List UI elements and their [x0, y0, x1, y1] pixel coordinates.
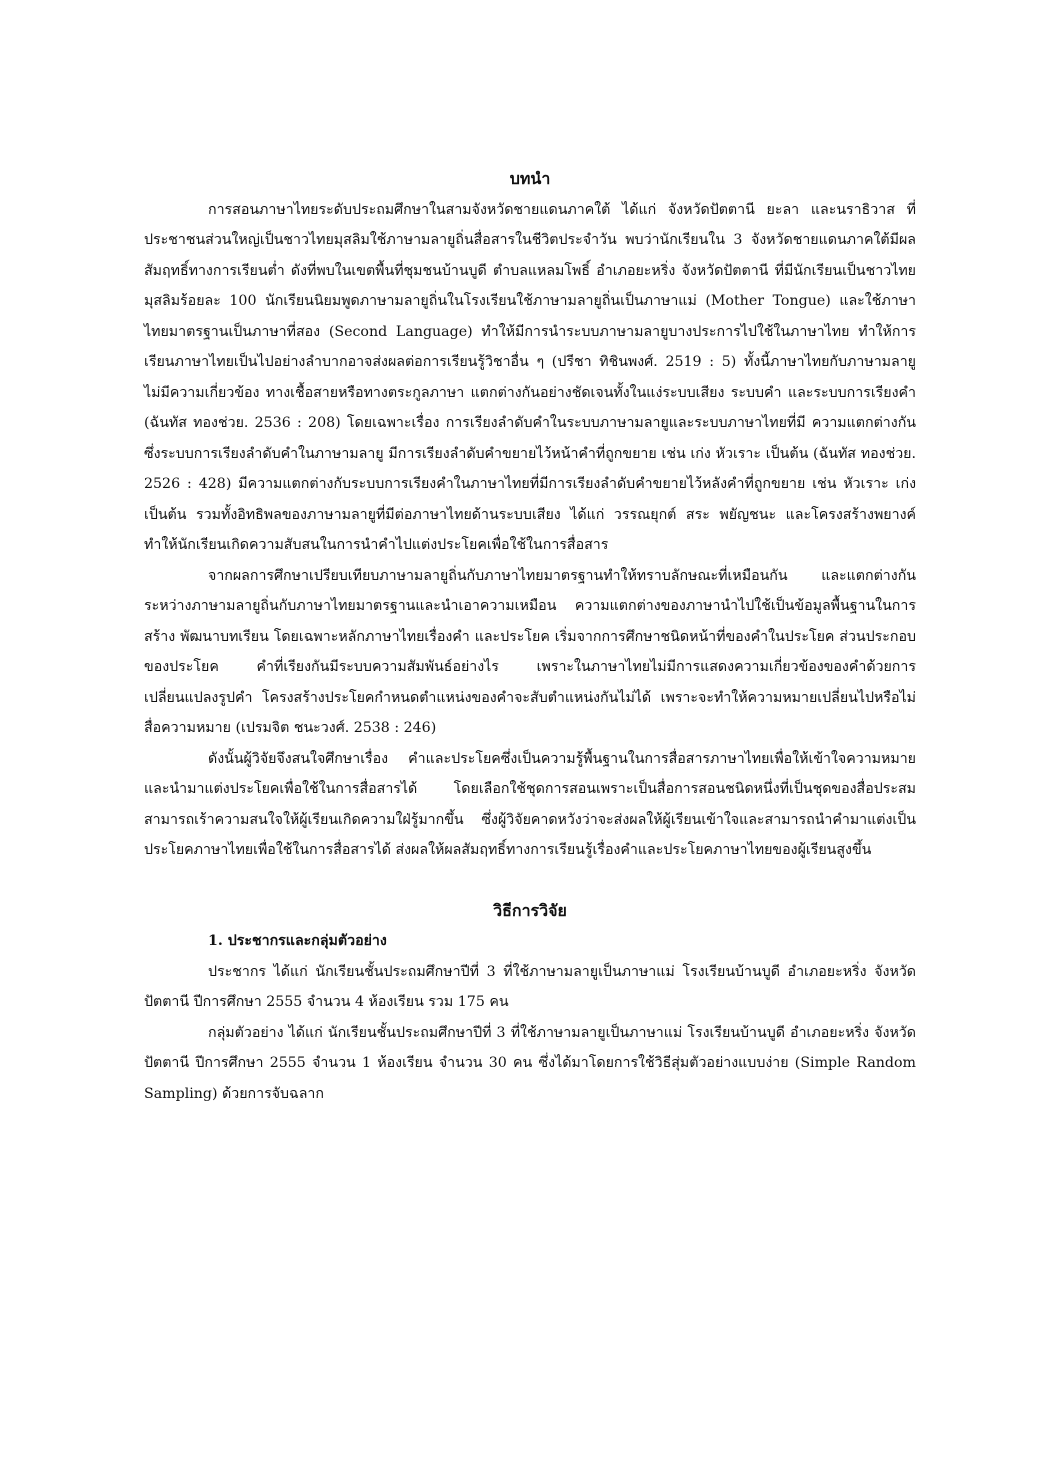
document-body	[144, 164, 916, 1109]
section-heading-methodology: วิธีการวิจัย	[493, 900, 567, 920]
introduction-paragraph-2: จากผลการศึกษาเปรียบเทียบภาษามลายูถิ่นกับภาษาไทยมาตรฐานทำให้ทราบลักษณะที่เหมือนกัน และแตกต่างกันระหว่างภาษามลายูถิ่นกับภาษาไทยมาตรฐานและนำเอาความเหมือน ความแตกต่างของภาษานำไปใช้เป็นข้อมูลพื้นฐานในการสร้าง พัฒนาบทเรียน โดยเฉพาะหลักภาษาไทยเรื่องคำ และประโยค เริ่มจากการศึกษาชนิดหน้าที่ของคำในประโยค ส่วนประกอบของประโยค คำที่เรียงกันมีระบบความสัมพันธ์อย่างไร เพราะในภาษาไทยไม่มีการแสดงความเกี่ยวข้องของคำด้วยการเปลี่ยนแปลงรูปคำ โครงสร้างประโยคกำหนดตำแหน่งของคำจะสับตำแหน่งกันไม่ได้ เพราะจะทำให้ความหมายเปลี่ยนไปหรือไม่สื่อความหมาย (เปรมจิต ชนะวงศ์. 2538 : 246)	[144, 567, 916, 736]
introduction-paragraph-3: ดังนั้นผู้วิจัยจึงสนใจศึกษาเรื่อง คำและประโยคซึ่งเป็นความรู้พื้นฐานในการสื่อสารภาษาไทยเพื่อให้เข้าใจความหมายและนำมาแต่งประโยคเพื่อใช้ในการสื่อสารได้ โดยเลือกใช้ชุดการสอนเพราะเป็นสื่อการสอนชนิดหนึ่งที่เป็นชุดของสื่อประสม สามารถเร้าความสนใจให้ผู้เรียนเกิดความใฝ่รู้มากขึ้น ซึ่งผู้วิจัยคาดหวังว่าจะส่งผลให้ผู้เรียนเข้าใจและสามารถนำคำมาแต่งเป็นประโยคภาษาไทยเพื่อใช้ในการสื่อสารได้ ส่งผลให้ผลสัมฤทธิ์ทางการเรียนรู้เรื่องคำและประโยคภาษาไทยของผู้เรียนสูงขึ้น	[144, 750, 916, 858]
section-heading-introduction: บทนำ	[509, 169, 551, 188]
methodology-paragraph-sample: กลุ่มตัวอย่าง ได้แก่ นักเรียนชั้นประถมศึกษาปีที่ 3 ที่ใช้ภาษามลายูเป็นภาษาแม่ โรงเรียนบ้านบูดี อำเภอยะหริ่ง จังหวัดปัตตานี ปีการศึกษา 2555 จำนวน 1 ห้องเรียน จำนวน 30 คน ซึ่งได้มาโดยการใช้วิธีสุ่มตัวอย่างแบบง่าย (Simple Random Sampling) ด้วยการจับฉลาก	[144, 1024, 916, 1102]
methodology-paragraph-population: ประชากร ได้แก่ นักเรียนชั้นประถมศึกษาปีที่ 3 ที่ใช้ภาษามลายูเป็นภาษาแม่ โรงเรียนบ้านบูดี อำเภอยะหริ่ง จังหวัดปัตตานี ปีการศึกษา 2555 จำนวน 4 ห้องเรียน รวม 175 คน	[144, 963, 916, 1010]
introduction-paragraph-1: การสอนภาษาไทยระดับประถมศึกษาในสามจังหวัดชายแดนภาคใต้ ได้แก่ จังหวัดปัตตานี ยะลา และนราธิวาส ที่ประชาชนส่วนใหญ่เป็นชาวไทยมุสลิมใช้ภาษามลายูถิ่นสื่อสารในชีวิตประจำวัน พบว่านักเรียนใน 3 จังหวัดชายแดนภาคใต้มีผลสัมฤทธิ์ทางการเรียนต่ำ ดังที่พบในเขตพื้นที่ชุมชนบ้านบูดี ตำบลแหลมโพธิ์ อำเภอยะหริ่ง จังหวัดปัตตานี ที่มีนักเรียนเป็นชาวไทยมุสลิมร้อยละ 100 นักเรียนนิยมพูดภาษามลายูถิ่นในโรงเรียนใช้ภาษามลายูถิ่นเป็นภาษาแม่ (Mother Tongue) และใช้ภาษาไทยมาตรฐานเป็นภาษาที่สอง (Second Language) ทำให้มีการนำระบบภาษามลายูบางประการไปใช้ในภาษาไทย ทำให้การเรียนภาษาไทยเป็นไปอย่างลำบากอาจส่งผลต่อการเรียนรู้วิชาอื่น ๆ (ปรีชา ทิชินพงศ์. 2519 : 5) ทั้งนี้ภาษาไทยกับภาษามลายูไม่มีความเกี่ยวข้อง ทางเชื้อสายหรือทางตระกูลภาษา แตกต่างกันอย่างชัดเจนทั้งในแง่ระบบเสียง ระบบคำ และระบบการเรียงคำ (ฉันทัส ทองช่วย. 2536 : 208) โดยเฉพาะเรื่อง การเรียงลำดับคำในระบบภาษามลายูและระบบภาษาไทยที่มี ความแตกต่างกัน ซึ่งระบบการเรียงลำดับคำในภาษามลายู มีการเรียงลำดับคำขยายไว้หน้าคำที่ถูกขยาย เช่น เก่ง หัวเราะ เป็นต้น (ฉันทัส ทองช่วย. 2526 : 428) มีความแตกต่างกับระบบการเรียงคำในภาษาไทยที่มีการเรียงลำดับคำขยายไว้หลังคำที่ถูกขยาย เช่น หัวเราะ เก่ง เป็นต้น รวมทั้งอิทธิพลของภาษามลายูที่มีต่อภาษาไทยด้านระบบเสียง ได้แก่ วรรณยุกต์ สระ พยัญชนะ และโครงสร้างพยางค์ ทำให้นักเรียนเกิดความสับสนในการนำคำไปแต่งประโยคเพื่อใช้ในการสื่อสาร	[144, 201, 916, 553]
subheading-population-sample: 1. ประชากรและกลุ่มตัวอย่าง	[208, 933, 387, 949]
